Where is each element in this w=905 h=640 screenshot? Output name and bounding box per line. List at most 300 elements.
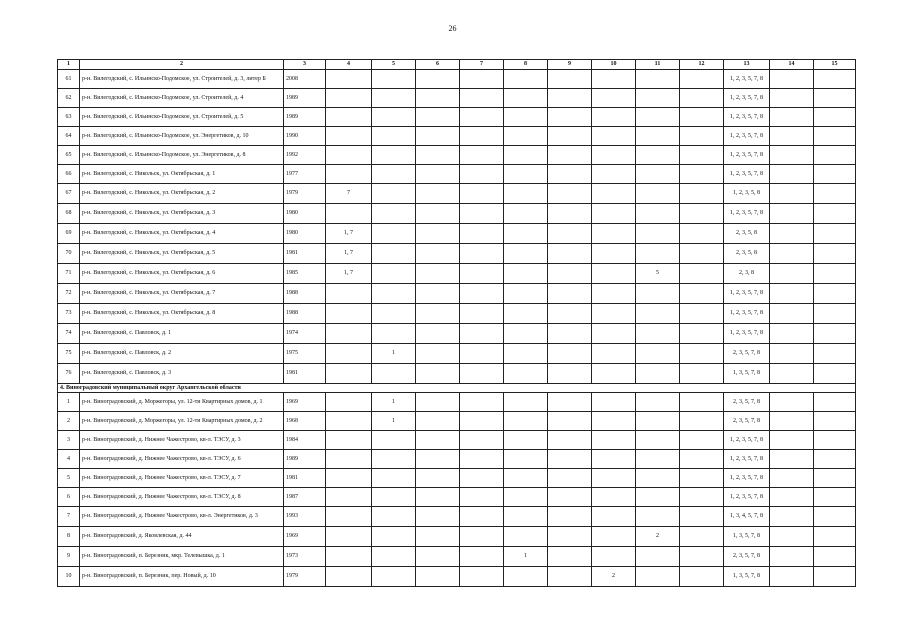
data-cell bbox=[416, 450, 460, 469]
data-cell bbox=[814, 431, 856, 450]
year-cell: 1988 bbox=[284, 304, 326, 324]
address-cell: р-н. Вилегодский, с. Ильинско-Подомское, ул. Строителей, д. 4 bbox=[80, 89, 284, 108]
data-cell bbox=[326, 344, 372, 364]
data-cell bbox=[680, 507, 724, 527]
data-cell bbox=[680, 393, 724, 412]
address-cell: р-н. Вилегодский, с. Ильинско-Подомское, ул. Строителей, д. 3, литер Б bbox=[80, 70, 284, 89]
data-cell: 1, 2, 3, 5, 7, 8 bbox=[724, 304, 770, 324]
data-cell bbox=[416, 70, 460, 89]
page-number: 26 bbox=[448, 24, 457, 33]
row-number: 61 bbox=[58, 70, 80, 89]
row-number: 10 bbox=[58, 567, 80, 587]
year-cell: 1989 bbox=[284, 450, 326, 469]
data-cell bbox=[770, 127, 814, 146]
data-cell bbox=[770, 469, 814, 488]
data-cell bbox=[372, 264, 416, 284]
data-cell bbox=[592, 412, 636, 431]
data-cell bbox=[592, 469, 636, 488]
data-cell bbox=[548, 393, 592, 412]
data-cell bbox=[680, 450, 724, 469]
year-cell: 1979 bbox=[284, 567, 326, 587]
data-cell bbox=[504, 469, 548, 488]
data-cell bbox=[504, 204, 548, 224]
data-cell bbox=[372, 364, 416, 384]
data-cell: 1, 3, 5, 7, 8 bbox=[724, 567, 770, 587]
year-cell: 1981 bbox=[284, 364, 326, 384]
data-cell bbox=[504, 70, 548, 89]
data-cell bbox=[636, 204, 680, 224]
data-cell bbox=[416, 108, 460, 127]
data-cell: 1, 3, 5, 7, 8 bbox=[724, 364, 770, 384]
data-cell bbox=[372, 70, 416, 89]
address-cell: р-н. Вилегодский, с. Ильинско-Подомское, ул. Энергетиков, д. 8 bbox=[80, 146, 284, 165]
data-cell bbox=[814, 527, 856, 547]
data-cell bbox=[814, 567, 856, 587]
data-cell bbox=[814, 412, 856, 431]
data-cell bbox=[636, 224, 680, 244]
data-cell bbox=[770, 224, 814, 244]
data-cell bbox=[548, 431, 592, 450]
data-cell bbox=[504, 284, 548, 304]
data-cell: 1, 2, 3, 5, 7, 8 bbox=[724, 450, 770, 469]
data-cell bbox=[326, 469, 372, 488]
data-cell bbox=[548, 244, 592, 264]
data-cell bbox=[548, 304, 592, 324]
data-cell bbox=[372, 284, 416, 304]
row-number: 70 bbox=[58, 244, 80, 264]
year-cell: 1990 bbox=[284, 127, 326, 146]
year-cell: 1980 bbox=[284, 224, 326, 244]
data-cell bbox=[680, 264, 724, 284]
year-cell: 1993 bbox=[284, 507, 326, 527]
data-cell bbox=[592, 488, 636, 507]
data-cell bbox=[460, 567, 504, 587]
data-cell bbox=[460, 324, 504, 344]
data-cell bbox=[548, 547, 592, 567]
table-row bbox=[58, 527, 856, 547]
data-cell: 1, 2, 3, 5, 8 bbox=[724, 184, 770, 204]
row-number: 2 bbox=[58, 412, 80, 431]
data-cell bbox=[548, 284, 592, 304]
data-cell bbox=[770, 547, 814, 567]
data-cell bbox=[416, 127, 460, 146]
data-cell: 2, 3, 5, 7, 8 bbox=[724, 547, 770, 567]
data-cell bbox=[504, 224, 548, 244]
data-cell bbox=[326, 507, 372, 527]
data-cell bbox=[814, 165, 856, 184]
data-cell bbox=[814, 89, 856, 108]
data-cell bbox=[680, 412, 724, 431]
data-cell bbox=[814, 469, 856, 488]
data-cell bbox=[770, 284, 814, 304]
row-number: 68 bbox=[58, 204, 80, 224]
data-cell bbox=[372, 165, 416, 184]
data-cell bbox=[372, 204, 416, 224]
data-cell: 1, 2, 3, 5, 7, 8 bbox=[724, 431, 770, 450]
data-cell: 2 bbox=[592, 567, 636, 587]
data-cell bbox=[326, 412, 372, 431]
data-cell: 1, 2, 3, 5, 7, 8 bbox=[724, 165, 770, 184]
data-cell bbox=[636, 284, 680, 304]
data-cell bbox=[814, 324, 856, 344]
data-cell bbox=[460, 244, 504, 264]
data-cell bbox=[636, 393, 680, 412]
column-header: 1 bbox=[58, 60, 80, 70]
address-cell: р-н. Виноградовский, д. Нижнее Чажестрово, кв-л. ТЭСУ, д. 7 bbox=[80, 469, 284, 488]
year-cell: 1989 bbox=[284, 89, 326, 108]
table-row bbox=[58, 344, 856, 364]
data-cell bbox=[372, 450, 416, 469]
data-cell bbox=[770, 184, 814, 204]
column-header: 10 bbox=[592, 60, 636, 70]
data-cell bbox=[770, 204, 814, 224]
data-cell bbox=[504, 108, 548, 127]
data-cell bbox=[326, 488, 372, 507]
data-cell bbox=[770, 431, 814, 450]
address-cell: р-н. Вилегодский, с. Павловск, д. 1 bbox=[80, 324, 284, 344]
data-cell bbox=[548, 184, 592, 204]
column-header: 7 bbox=[460, 60, 504, 70]
year-cell: 2008 bbox=[284, 70, 326, 89]
data-cell: 1, 2, 3, 5, 7, 8 bbox=[724, 108, 770, 127]
data-cell bbox=[770, 450, 814, 469]
data-cell bbox=[548, 567, 592, 587]
data-cell bbox=[372, 304, 416, 324]
data-cell bbox=[504, 527, 548, 547]
address-cell: р-н. Вилегодский, с. Никольск, ул. Октябрьская, д. 7 bbox=[80, 284, 284, 304]
data-cell: 1, 7 bbox=[326, 244, 372, 264]
year-cell: 1992 bbox=[284, 146, 326, 165]
data-cell bbox=[680, 364, 724, 384]
data-cell bbox=[548, 165, 592, 184]
data-cell bbox=[592, 284, 636, 304]
table-row bbox=[58, 507, 856, 527]
data-cell: 2, 3, 5, 7, 8 bbox=[724, 412, 770, 431]
row-number: 63 bbox=[58, 108, 80, 127]
address-cell: р-н. Вилегодский, с. Никольск, ул. Октябрьская, д. 2 bbox=[80, 184, 284, 204]
data-cell bbox=[548, 324, 592, 344]
year-cell: 1988 bbox=[284, 284, 326, 304]
data-cell bbox=[548, 344, 592, 364]
data-cell bbox=[416, 412, 460, 431]
data-cell: 1, 2, 3, 5, 7, 8 bbox=[724, 324, 770, 344]
year-cell: 1979 bbox=[284, 184, 326, 204]
data-cell bbox=[636, 507, 680, 527]
table-row bbox=[58, 450, 856, 469]
data-cell bbox=[460, 224, 504, 244]
data-cell bbox=[636, 70, 680, 89]
row-number: 9 bbox=[58, 547, 80, 567]
address-cell: р-н. Вилегодский, с. Павловск, д. 2 bbox=[80, 344, 284, 364]
data-cell bbox=[680, 108, 724, 127]
table-row bbox=[58, 224, 856, 244]
data-cell bbox=[372, 527, 416, 547]
data-cell: 1, 2, 3, 5, 7, 8 bbox=[724, 89, 770, 108]
table-row bbox=[58, 108, 856, 127]
table-row bbox=[58, 204, 856, 224]
data-cell bbox=[326, 567, 372, 587]
row-number: 4 bbox=[58, 450, 80, 469]
table-row bbox=[58, 431, 856, 450]
data-cell: 1, 3, 4, 5, 7, 8 bbox=[724, 507, 770, 527]
data-cell bbox=[592, 89, 636, 108]
data-cell bbox=[460, 450, 504, 469]
address-cell: р-н. Вилегодский, с. Ильинско-Подомское, ул. Энергетиков, д. 10 bbox=[80, 127, 284, 146]
data-cell bbox=[636, 184, 680, 204]
section-label: 4. Виноградовский муниципальный округ Архангельской области bbox=[58, 384, 856, 393]
data-cell bbox=[416, 507, 460, 527]
data-cell bbox=[770, 393, 814, 412]
data-cell bbox=[592, 527, 636, 547]
data-cell bbox=[504, 450, 548, 469]
data-cell: 1, 7 bbox=[326, 264, 372, 284]
data-cell: 2, 3, 8 bbox=[724, 264, 770, 284]
data-cell bbox=[460, 127, 504, 146]
address-cell: р-н. Вилегодский, с. Никольск, ул. Октябрьская, д. 3 bbox=[80, 204, 284, 224]
data-cell bbox=[680, 469, 724, 488]
address-cell: р-н. Вилегодский, с. Ильинско-Подомское, ул. Строителей, д. 5 bbox=[80, 108, 284, 127]
data-cell bbox=[592, 364, 636, 384]
data-cell: 1, 2, 3, 5, 7, 8 bbox=[724, 70, 770, 89]
column-header: 3 bbox=[284, 60, 326, 70]
address-cell: р-н. Виноградовский, д. Нижнее Чажестрово, кв-л. ТЭСУ, д. 3 bbox=[80, 431, 284, 450]
row-number: 1 bbox=[58, 393, 80, 412]
data-cell bbox=[372, 127, 416, 146]
address-cell: р-н. Виноградовский, д. Яковлевская, д. 44 bbox=[80, 527, 284, 547]
data-cell bbox=[416, 224, 460, 244]
row-number: 62 bbox=[58, 89, 80, 108]
data-cell bbox=[548, 450, 592, 469]
data-cell bbox=[326, 146, 372, 165]
data-cell bbox=[416, 204, 460, 224]
data-cell bbox=[504, 146, 548, 165]
data-cell: 1, 2, 3, 5, 7, 8 bbox=[724, 284, 770, 304]
data-cell bbox=[504, 364, 548, 384]
table-row bbox=[58, 70, 856, 89]
data-cell bbox=[416, 393, 460, 412]
table-row bbox=[58, 364, 856, 384]
data-cell bbox=[372, 547, 416, 567]
data-cell bbox=[592, 324, 636, 344]
data-cell bbox=[460, 469, 504, 488]
data-cell bbox=[680, 127, 724, 146]
data-cell bbox=[680, 224, 724, 244]
data-cell bbox=[814, 364, 856, 384]
data-cell bbox=[372, 184, 416, 204]
data-cell: 2, 3, 5, 7, 8 bbox=[724, 393, 770, 412]
address-cell: р-н. Вилегодский, с. Никольск, ул. Октябрьская, д. 4 bbox=[80, 224, 284, 244]
data-cell bbox=[504, 324, 548, 344]
data-cell bbox=[504, 412, 548, 431]
data-cell bbox=[504, 89, 548, 108]
column-header: 14 bbox=[770, 60, 814, 70]
data-cell bbox=[636, 165, 680, 184]
data-cell bbox=[416, 364, 460, 384]
data-cell bbox=[416, 567, 460, 587]
table-row bbox=[58, 469, 856, 488]
data-cell bbox=[814, 547, 856, 567]
data-cell bbox=[416, 304, 460, 324]
data-cell bbox=[504, 264, 548, 284]
data-cell bbox=[680, 344, 724, 364]
data-cell bbox=[636, 567, 680, 587]
data-cell bbox=[814, 244, 856, 264]
year-cell: 1975 bbox=[284, 344, 326, 364]
year-cell: 1985 bbox=[284, 264, 326, 284]
data-cell bbox=[460, 184, 504, 204]
data-cell bbox=[326, 324, 372, 344]
table-row bbox=[58, 184, 856, 204]
data-cell bbox=[592, 344, 636, 364]
data-cell bbox=[416, 165, 460, 184]
data-cell bbox=[592, 393, 636, 412]
column-header: 5 bbox=[372, 60, 416, 70]
data-cell bbox=[680, 89, 724, 108]
data-cell bbox=[770, 412, 814, 431]
data-cell bbox=[814, 224, 856, 244]
row-number: 76 bbox=[58, 364, 80, 384]
data-cell bbox=[814, 127, 856, 146]
year-cell: 1981 bbox=[284, 244, 326, 264]
data-cell bbox=[416, 146, 460, 165]
table-row bbox=[58, 165, 856, 184]
table-row bbox=[58, 567, 856, 587]
data-cell bbox=[592, 224, 636, 244]
data-cell bbox=[460, 527, 504, 547]
table-row bbox=[58, 547, 856, 567]
year-cell: 1980 bbox=[284, 204, 326, 224]
column-header: 4 bbox=[326, 60, 372, 70]
data-cell bbox=[416, 547, 460, 567]
data-cell bbox=[636, 412, 680, 431]
table-row bbox=[58, 304, 856, 324]
data-cell bbox=[460, 146, 504, 165]
address-cell: р-н. Виноградовский, д. Моржегоры, ул. 12-ти Квартирных домов, д. 1 bbox=[80, 393, 284, 412]
year-cell: 1969 bbox=[284, 393, 326, 412]
section-row bbox=[58, 384, 856, 393]
data-cell bbox=[770, 264, 814, 284]
data-cell bbox=[416, 184, 460, 204]
data-cell bbox=[460, 304, 504, 324]
data-cell bbox=[592, 304, 636, 324]
data-cell bbox=[326, 304, 372, 324]
data-cell bbox=[372, 488, 416, 507]
data-cell bbox=[814, 264, 856, 284]
data-cell: 1, 2, 3, 5, 7, 8 bbox=[724, 146, 770, 165]
data-cell bbox=[814, 284, 856, 304]
row-number: 7 bbox=[58, 507, 80, 527]
data-cell bbox=[636, 108, 680, 127]
table-row bbox=[58, 244, 856, 264]
data-cell bbox=[460, 70, 504, 89]
data-cell bbox=[770, 324, 814, 344]
data-cell bbox=[326, 284, 372, 304]
data-cell bbox=[770, 364, 814, 384]
data-cell bbox=[372, 244, 416, 264]
data-cell bbox=[372, 146, 416, 165]
data-cell bbox=[504, 393, 548, 412]
data-cell bbox=[548, 412, 592, 431]
data-cell bbox=[416, 264, 460, 284]
data-cell bbox=[680, 204, 724, 224]
data-cell bbox=[326, 165, 372, 184]
column-header: 13 bbox=[724, 60, 770, 70]
data-cell bbox=[680, 431, 724, 450]
data-cell: 1 bbox=[504, 547, 548, 567]
data-cell bbox=[326, 431, 372, 450]
column-header: 12 bbox=[680, 60, 724, 70]
data-cell bbox=[680, 244, 724, 264]
data-cell bbox=[460, 547, 504, 567]
row-number: 73 bbox=[58, 304, 80, 324]
data-cell: 2, 3, 5, 7, 8 bbox=[724, 344, 770, 364]
data-cell bbox=[592, 431, 636, 450]
data-cell bbox=[592, 165, 636, 184]
data-cell: 1, 2, 3, 5, 7, 8 bbox=[724, 488, 770, 507]
year-cell: 1974 bbox=[284, 324, 326, 344]
data-cell bbox=[592, 127, 636, 146]
data-cell bbox=[326, 450, 372, 469]
data-cell bbox=[504, 165, 548, 184]
data-cell bbox=[636, 450, 680, 469]
data-cell bbox=[548, 108, 592, 127]
data-cell bbox=[770, 304, 814, 324]
table-row bbox=[58, 324, 856, 344]
data-cell bbox=[372, 224, 416, 244]
data-cell bbox=[680, 165, 724, 184]
data-cell bbox=[326, 108, 372, 127]
year-cell: 1973 bbox=[284, 547, 326, 567]
data-cell bbox=[460, 284, 504, 304]
data-cell bbox=[504, 244, 548, 264]
data-cell bbox=[326, 527, 372, 547]
data-cell bbox=[680, 324, 724, 344]
data-cell bbox=[770, 527, 814, 547]
data-cell bbox=[460, 488, 504, 507]
data-cell bbox=[548, 146, 592, 165]
data-cell bbox=[416, 431, 460, 450]
table-row bbox=[58, 264, 856, 284]
data-cell bbox=[636, 364, 680, 384]
data-cell: 2, 3, 5, 8 bbox=[724, 224, 770, 244]
data-cell bbox=[504, 304, 548, 324]
data-cell bbox=[770, 507, 814, 527]
data-cell bbox=[416, 244, 460, 264]
row-number: 72 bbox=[58, 284, 80, 304]
data-cell bbox=[326, 393, 372, 412]
data-cell bbox=[548, 70, 592, 89]
data-cell bbox=[636, 431, 680, 450]
row-number: 75 bbox=[58, 344, 80, 364]
column-header: 15 bbox=[814, 60, 856, 70]
table-row bbox=[58, 488, 856, 507]
table-row bbox=[58, 393, 856, 412]
data-cell bbox=[416, 469, 460, 488]
column-header: 11 bbox=[636, 60, 680, 70]
data-cell bbox=[326, 89, 372, 108]
address-cell: р-н. Виноградовский, п. Березник, пер. Новый, д. 10 bbox=[80, 567, 284, 587]
data-cell: 2, 3, 5, 8 bbox=[724, 244, 770, 264]
year-cell: 1969 bbox=[284, 527, 326, 547]
data-cell bbox=[814, 507, 856, 527]
row-number: 67 bbox=[58, 184, 80, 204]
data-cell bbox=[416, 324, 460, 344]
data-cell bbox=[372, 324, 416, 344]
data-cell bbox=[814, 393, 856, 412]
data-cell bbox=[592, 204, 636, 224]
address-cell: р-н. Вилегодский, с. Павловск, д. 3 bbox=[80, 364, 284, 384]
year-cell: 1987 bbox=[284, 488, 326, 507]
